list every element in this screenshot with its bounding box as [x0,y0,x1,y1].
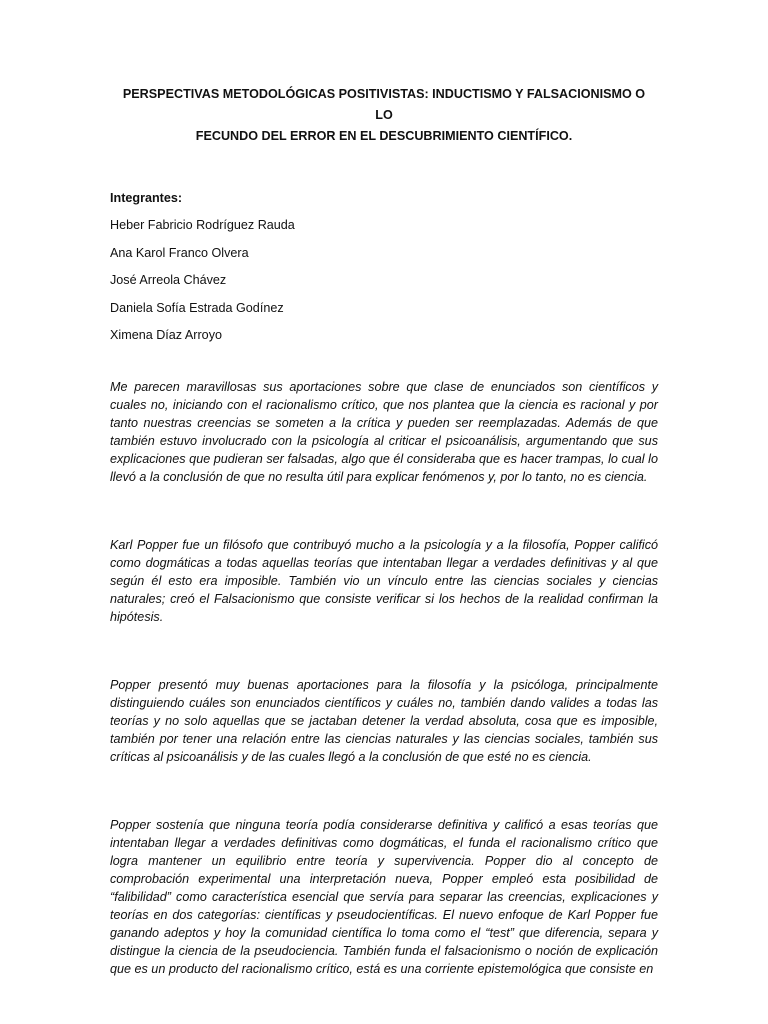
member-name: Ana Karol Franco Olvera [110,245,249,260]
paragraph: Me parecen maravillosas sus aportaciones sobre que clase de enunciados son científicos y cuales no, iniciando con el racionalismo crítico, que nos plantea que la ciencia es racional y por tanto nuestras creencias se someten a la crítica y pueden ser reemplazadas. Además de que también estuvo involucrado con la psicología al criticar el psicoanálisis, argumentando que sus explicaciones que pudieran ser falsadas, algo que él consideraba que es hacer trampas, lo cual lo llevó a la conclusión de que no resulta útil para explicar fenómenos y, por lo tanto, no es ciencia. [110,380,658,484]
title-line-1: PERSPECTIVAS METODOLÓGICAS POSITIVISTAS: INDUCTISMO Y FALSACIONISMO O LO [122,87,646,122]
member-name: Ximena Díaz Arroyo [110,328,222,342]
member-name: José Arreola Chávez [110,273,227,287]
member-name: Daniela Sofía Estrada Godínez [110,300,284,315]
paragraph: Popper presentó muy buenas aportaciones para la filosofía y la psicóloga, principalmente distinguiendo cuáles son enunciados científicos y cuáles no, también dando valides a todas las teorías y no solo aquellas que se jactaban detener la verdad absoluta, cosa que es imposible, también por tener una relación entre las ciencias naturales y las ciencias sociales, también sus críticas al psicoanálisis y de las cuales llegó a la conclusión de que esté no es ciencia. [110,678,658,764]
paragraph: Karl Popper fue un filósofo que contribuyó mucho a la psicología y a la filosofía, Popper calificó como dogmáticas a todas aquellas teorías que intentaban llegar a verdades definitivas y al que según él esto era imposible. También vio un vínculo entre las ciencias sociales y ciencias naturales; creó el Falsacionismo que consiste verificar si los hechos de la realidad confirman la hipótesis. [110,538,658,624]
members-section [110,191,658,342]
title-line-2: FECUNDO DEL ERROR EN EL DESCUBRIMIENTO CIENTÍFICO. [195,129,573,143]
body-text [110,378,658,978]
paragraph: Popper sostenía que ninguna teoría podía considerarse definitiva y calificó a esas teorías que intentaban llegar a verdades definitivas como dogmáticas, el funda el racionalismo crítico que logra mantener un equilibrio entre teoría y supervivencia. Popper dio al concepto de comprobación experimental una interpretación nueva, Popper empleó esta posibilidad de “falibilidad” como característica esencial que servía para separar las creencias, explicaciones y teorías en dos categorías: científicas y pseudocientíficas. El nuevo enfoque de Karl Popper fue ganando adeptos y hoy la comunidad científica lo toma como el “test” que diferencia, separa y distingue la ciencia de la pseudociencia. También funda el falsacionismo o noción de explicación que es un producto del racionalismo crítico, está es una corriente epistemológica que consiste en [110,818,658,976]
document-title [110,84,658,147]
members-heading: Integrantes: [110,191,183,205]
member-name: Heber Fabricio Rodríguez Rauda [110,218,295,232]
